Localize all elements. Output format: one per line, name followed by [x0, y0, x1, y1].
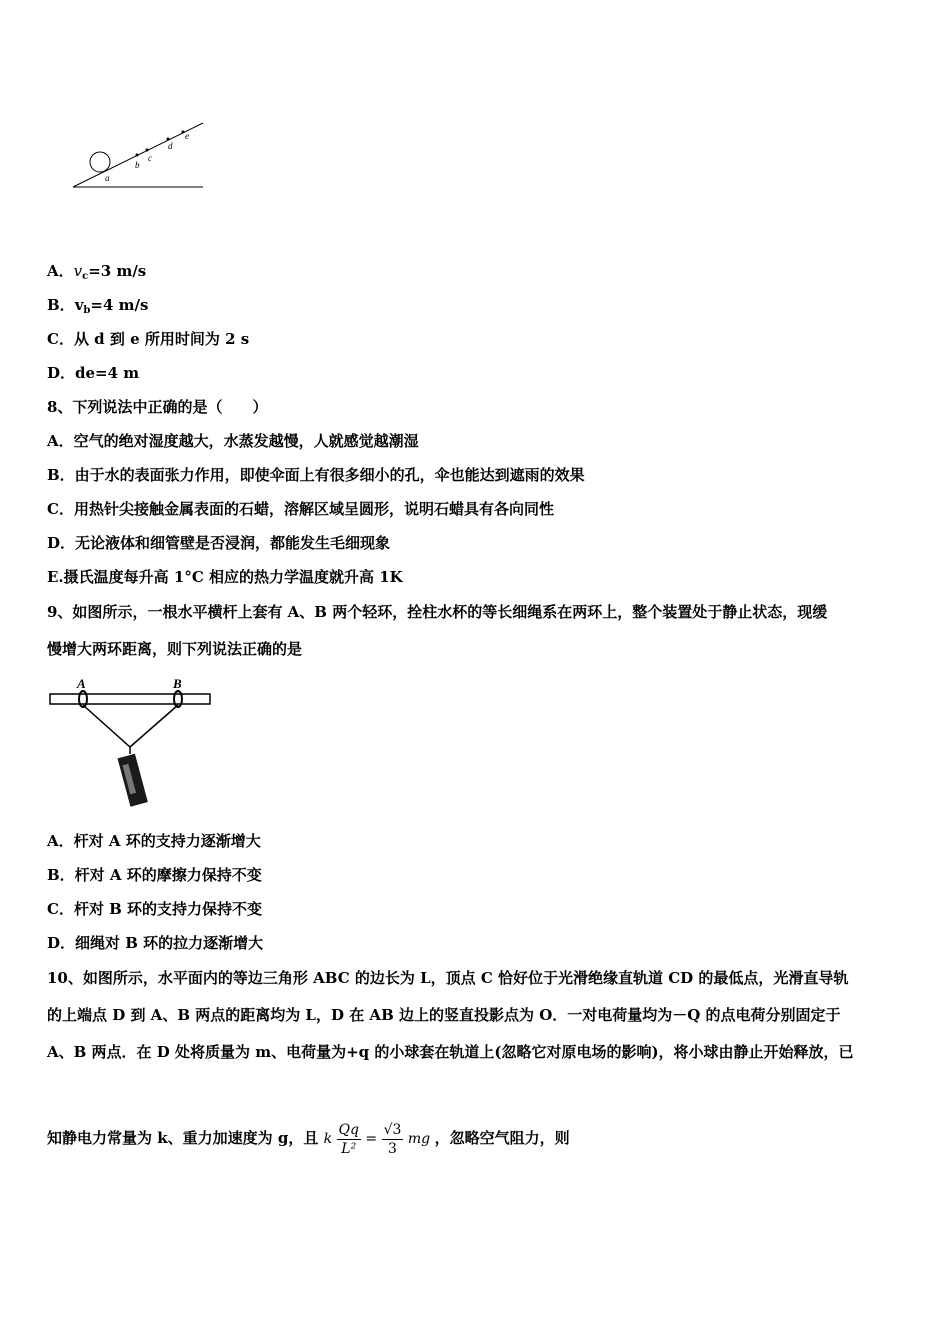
- q10-line4: 知静电力常量为 k、重力加速度为 g，且 k $\frac{Qq}{\text{L²}}$ = $\frac{√3}{3}$ mg ，忽略空气阻力，则: [47, 1121, 570, 1157]
- q8-option-c: C．用热针尖接触金属表面的石蜡，溶解区域呈圆形，说明石蜡具有各向同性: [47, 500, 554, 518]
- label-ring-a: A: [77, 676, 86, 691]
- rope-left: [83, 705, 130, 747]
- q9-option-d: D．细绳对 B 环的拉力逐渐增大: [47, 934, 264, 952]
- q7-option-d: D．de=4 m: [47, 364, 140, 382]
- q7-option-b: B．$v_b=4$ m/s: [47, 296, 149, 316]
- q8-option-e: E.摄氏温度每升高 1°C 相应的热力学温度就升高 1K: [47, 568, 403, 586]
- cup: [118, 754, 148, 807]
- q8-option-d: D．无论液体和细管壁是否浸润，都能发生毛细现象: [47, 534, 391, 552]
- q7-option-c: C．从 d 到 e 所用时间为 2 s: [47, 330, 250, 348]
- q8-stem: 8、下列说法中正确的是（ ）: [47, 398, 268, 416]
- label-ring-b: B: [173, 676, 182, 691]
- q8-option-b: B．由于水的表面张力作用，即使伞面上有很多细小的孔，伞也能达到遮雨的效果: [47, 466, 585, 484]
- point-c-dot: [146, 149, 149, 152]
- q9-option-a: A．杆对 A 环的支持力逐渐增大: [47, 832, 261, 850]
- rod-rings-figure: [45, 672, 215, 812]
- point-b-dot: [136, 154, 139, 157]
- q9-option-c: C．杆对 B 环的支持力保持不变: [47, 900, 263, 918]
- label-c: c: [148, 153, 152, 163]
- q9-stem-line2: 慢增大两环距离，则下列说法正确的是: [47, 640, 303, 658]
- q7-option-a: A．$v_c=3$ m/s: [47, 262, 147, 282]
- horizontal-rod: [50, 694, 210, 704]
- incline-figure: [65, 115, 215, 195]
- label-b: b: [135, 160, 140, 170]
- ball: [90, 152, 110, 172]
- label-a: a: [105, 173, 110, 183]
- q8-option-a: A．空气的绝对湿度越大，水蒸发越慢，人就感觉越潮湿: [47, 432, 419, 450]
- rope-right: [130, 705, 178, 747]
- q9-option-b: B．杆对 A 环的摩擦力保持不变: [47, 866, 262, 884]
- q9-stem-line1: 9、如图所示，一根水平横杆上套有 A、B 两个轻环，拴柱水杯的等长细绳系在两环上，整个装置处于静止状态，现缓: [47, 603, 828, 621]
- q10-line2: 的上端点 D 到 A、B 两点的距离均为 L，D 在 AB 边上的竖直投影点为 O．一对电荷量均为－Q 的点电荷分别固定于: [47, 1006, 841, 1024]
- label-e: e: [185, 131, 189, 141]
- q10-line1: 10、如图所示，水平面内的等边三角形 ABC 的边长为 L，顶点 C 恰好位于光滑绝缘直轨道 CD 的最低点，光滑直导轨: [47, 969, 849, 987]
- formula: k $\frac{Qq}{\text{L²}}$ = $\frac{√3}{3}$ mg: [323, 1121, 431, 1157]
- label-d: d: [168, 141, 173, 151]
- q10-line3: A、B 两点．在 D 处将质量为 m、电荷量为+q 的小球套在轨道上(忽略它对原电场的影响)，将小球由静止开始释放，已: [47, 1043, 854, 1061]
